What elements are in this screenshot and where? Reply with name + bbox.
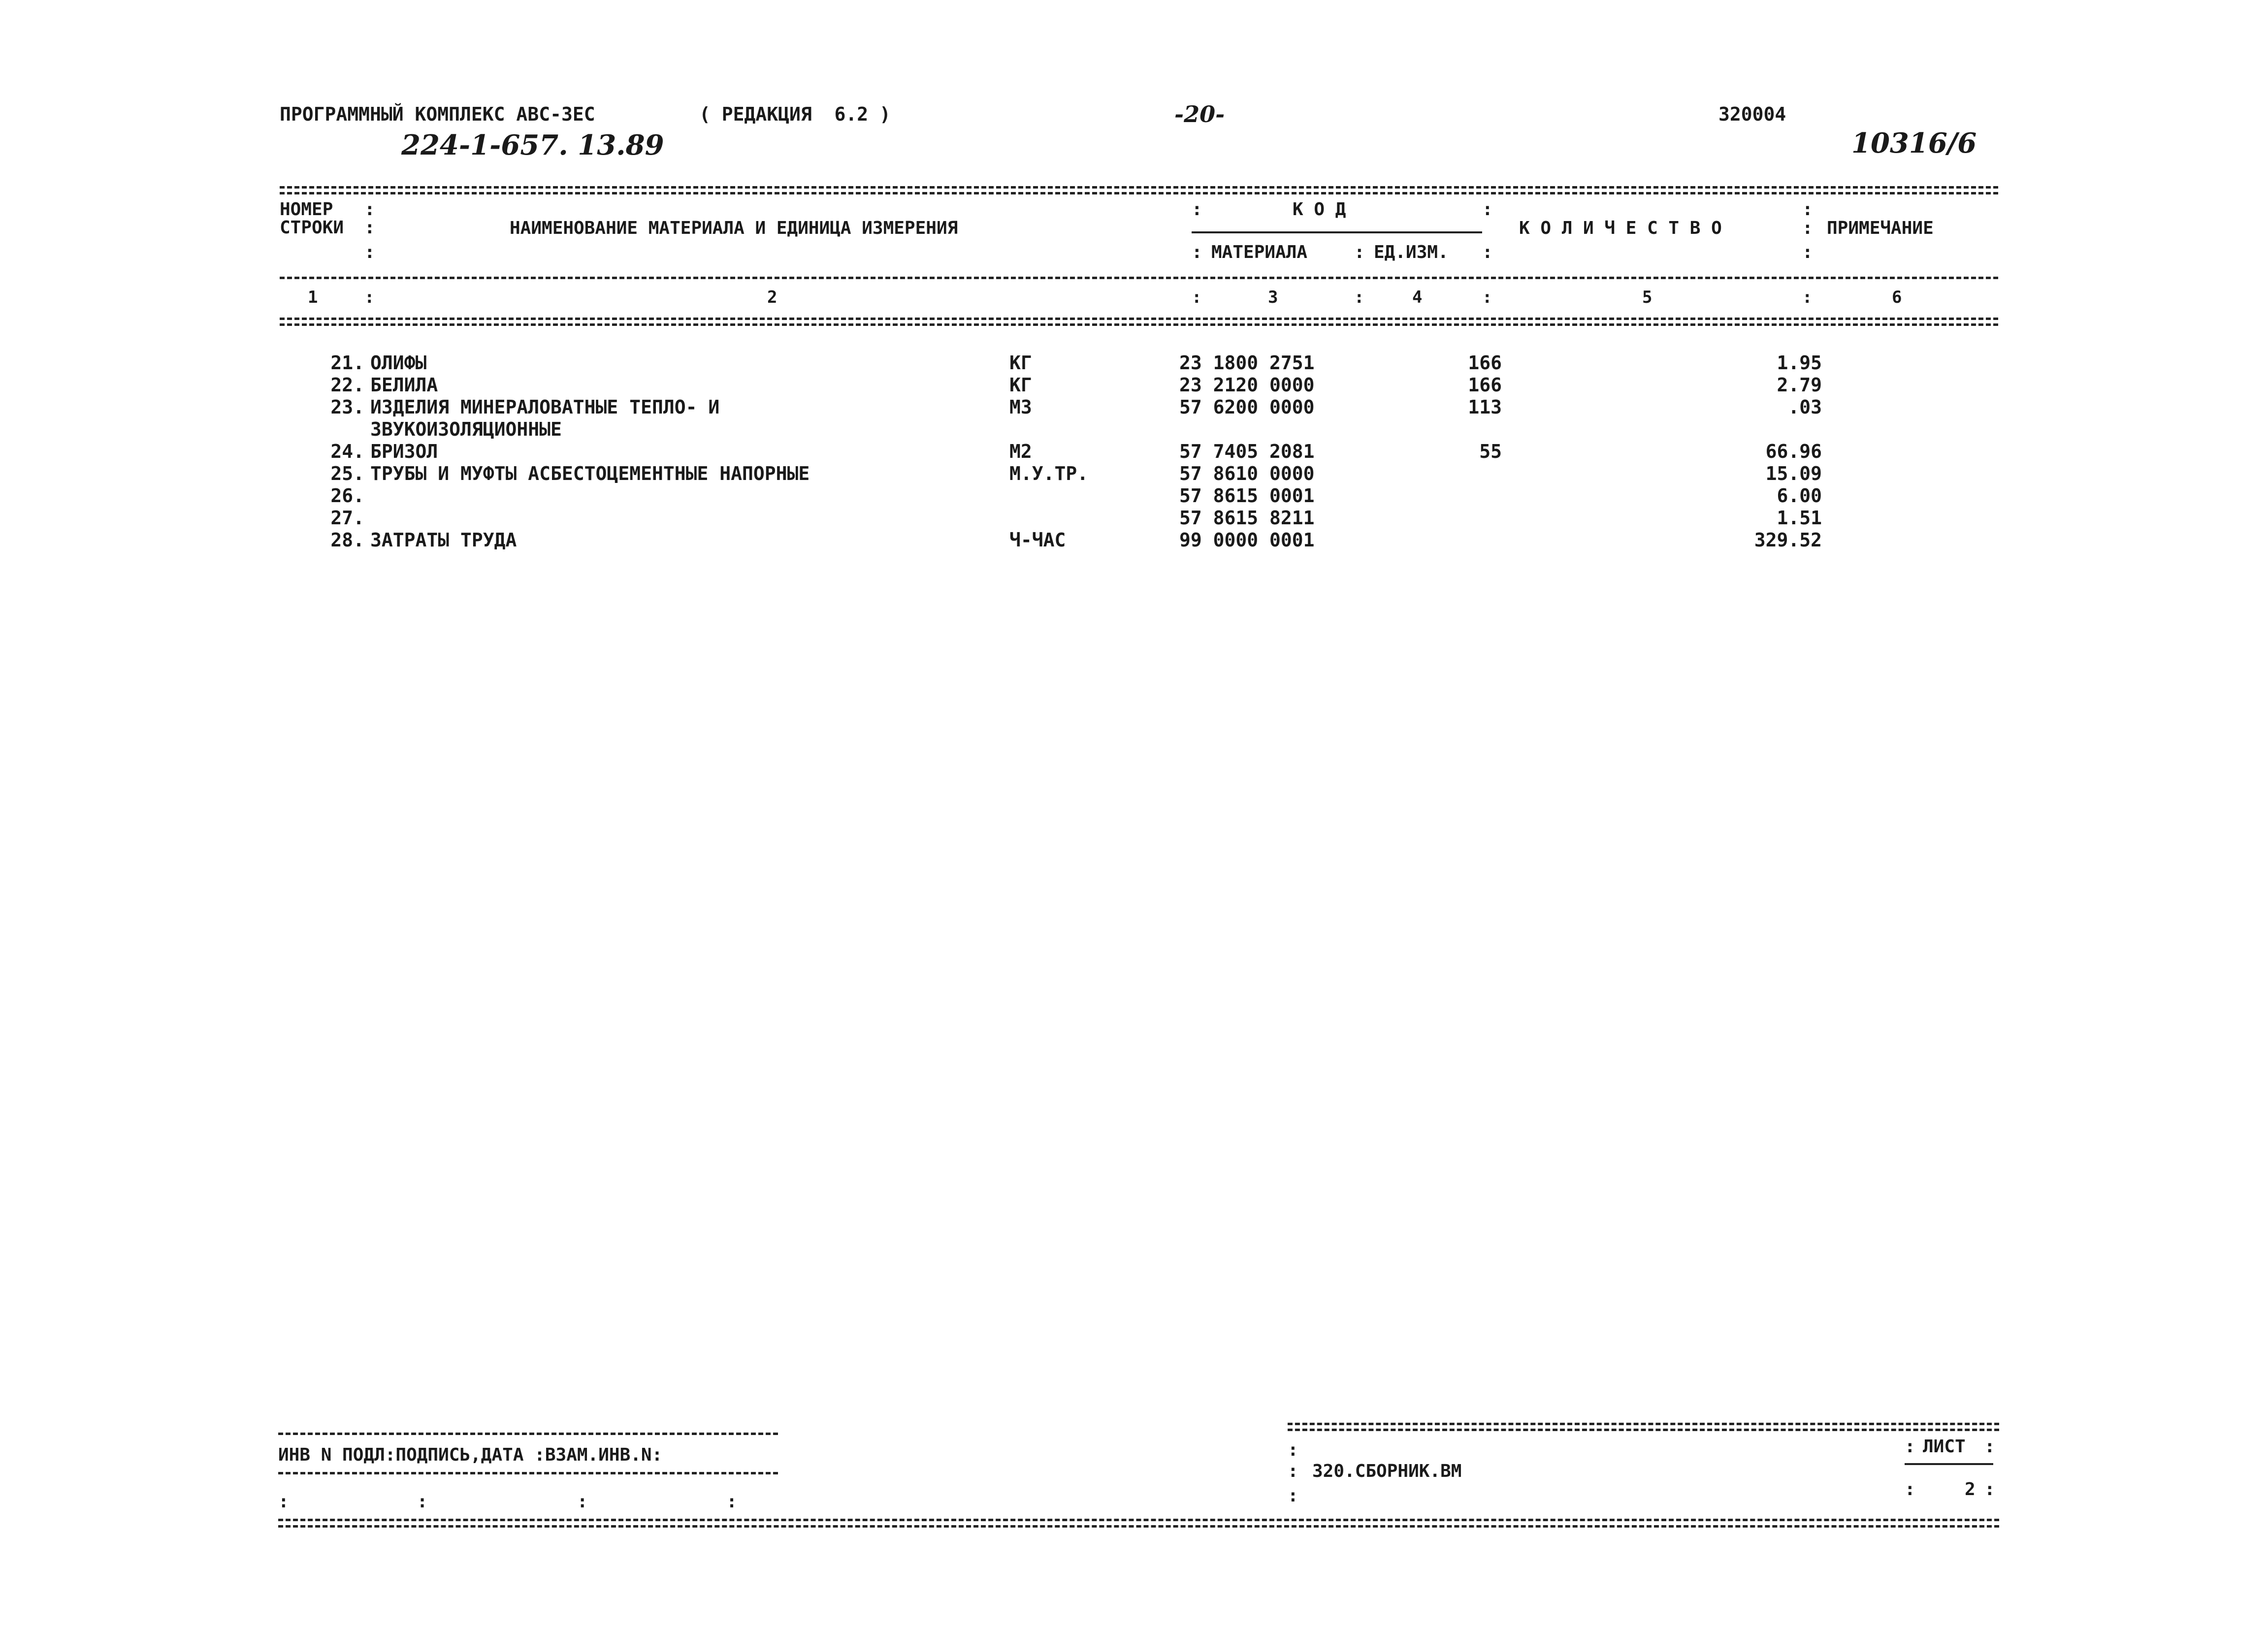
- unit-code: 166: [1468, 352, 1502, 374]
- column-number-1: 1: [308, 287, 318, 307]
- handwritten-reference: 224-1-657. 13.89: [401, 129, 664, 161]
- header-separator: :: [1802, 218, 1813, 238]
- title-block-separator: :: [1288, 1440, 1298, 1460]
- column-numbers-bottom-rule: [280, 318, 1998, 320]
- material-name: ЗВУКОИЗОЛЯЦИОННЫЕ: [370, 418, 562, 440]
- column-separator: :: [364, 287, 375, 307]
- header-code-unit: ЕД.ИЗМ.: [1374, 242, 1449, 262]
- table-row: [281, 418, 1881, 441]
- column-number-5: 5: [1642, 287, 1652, 307]
- document-code: 320004: [1718, 103, 1786, 125]
- table-row: [281, 374, 1881, 397]
- title-block-top-rule-2: [1288, 1429, 1999, 1431]
- sheet-separator: :: [1984, 1436, 1995, 1457]
- quantity-value: 66.96: [1765, 441, 1822, 462]
- title-block-top-rule: [1288, 1423, 1999, 1425]
- row-number: 22.: [330, 374, 364, 396]
- material-name: БРИЗОЛ: [370, 441, 438, 462]
- table-row: [281, 485, 1881, 508]
- row-number: 26.: [330, 485, 364, 507]
- program-title: ПРОГРАММНЫЙ КОМПЛЕКС АВС-3ЕС: [280, 103, 595, 125]
- sheet-separator: :: [1984, 1479, 1995, 1500]
- header-separator: :: [1802, 199, 1813, 220]
- table-row: [281, 441, 1881, 463]
- column-separator: :: [1354, 287, 1364, 307]
- quantity-value: 1.51: [1777, 507, 1822, 529]
- header-separator: :: [1482, 199, 1493, 220]
- header-note: ПРИМЕЧАНИЕ: [1827, 218, 1934, 238]
- header-row-number-line1: НОМЕР: [280, 199, 333, 220]
- header-separator: :: [364, 199, 375, 220]
- stamp-middle-rule: [278, 1472, 778, 1474]
- row-number: 25.: [330, 463, 364, 484]
- header-quantity: К О Л И Ч Е С Т В О: [1519, 218, 1722, 238]
- unit-code: 166: [1468, 374, 1502, 396]
- header-separator: :: [1354, 242, 1365, 262]
- material-code: 57 8615 8211: [1179, 507, 1315, 529]
- footer-bottom-rule: [278, 1519, 1999, 1521]
- material-name: ОЛИФЫ: [370, 352, 427, 374]
- title-block-name: 320.СБОРНИК.ВМ: [1312, 1461, 1462, 1481]
- column-number-2: 2: [767, 287, 778, 307]
- sheet-divider: [1905, 1463, 1993, 1465]
- material-code: 57 8615 0001: [1179, 485, 1315, 507]
- quantity-value: .03: [1788, 396, 1822, 418]
- header-separator: :: [1192, 199, 1202, 220]
- stamp-labels: ИНВ N ПОДЛ:ПОДПИСЬ,ДАТА :ВЗАМ.ИНВ.N:: [278, 1445, 663, 1465]
- stamp-top-rule: [278, 1433, 778, 1435]
- quantity-value: 1.95: [1777, 352, 1822, 374]
- material-code: 57 8610 0000: [1179, 463, 1315, 484]
- column-separator: :: [1482, 287, 1492, 307]
- table-top-rule-2: [280, 192, 1998, 194]
- unit-of-measure: КГ: [1009, 352, 1032, 374]
- unit-of-measure: М.У.ТР.: [1009, 463, 1089, 484]
- column-separator: :: [1802, 287, 1813, 307]
- row-number: 27.: [330, 507, 364, 529]
- material-code: 57 6200 0000: [1179, 396, 1315, 418]
- unit-code: 113: [1468, 396, 1502, 418]
- quantity-value: 329.52: [1754, 529, 1822, 551]
- title-block-separator: :: [1288, 1486, 1298, 1506]
- sheet-label: ЛИСТ: [1923, 1436, 1966, 1457]
- header-separator: :: [1192, 242, 1202, 262]
- header-row-number-line2: СТРОКИ: [280, 218, 344, 238]
- material-name: БЕЛИЛА: [370, 374, 438, 396]
- page-number: -20-: [1174, 101, 1225, 128]
- unit-of-measure: М2: [1009, 441, 1032, 462]
- table-row: [281, 396, 1881, 419]
- header-separator: :: [1482, 242, 1493, 262]
- unit-of-measure: Ч-ЧАС: [1009, 529, 1066, 551]
- row-number: 23.: [330, 396, 364, 418]
- header-separator: :: [364, 218, 375, 238]
- header-bottom-rule: [280, 277, 1998, 279]
- column-separator: :: [1192, 287, 1202, 307]
- sheet-separator: :: [1905, 1436, 1915, 1457]
- table-row: [281, 463, 1881, 485]
- material-name: ЗАТРАТЫ ТРУДА: [370, 529, 517, 551]
- header-code-material: МАТЕРИАЛА: [1211, 242, 1308, 262]
- header-code: К О Д: [1293, 199, 1346, 220]
- material-name: ТРУБЫ И МУФТЫ АСБЕСТОЦЕМЕНТНЫЕ НАПОРНЫЕ: [370, 463, 810, 484]
- quantity-value: 2.79: [1777, 374, 1822, 396]
- material-code: 23 1800 2751: [1179, 352, 1315, 374]
- edition-label: ( РЕДАКЦИЯ 6.2 ): [699, 103, 891, 125]
- row-number: 24.: [330, 441, 364, 462]
- header-code-divider: [1192, 231, 1482, 233]
- column-number-4: 4: [1412, 287, 1423, 307]
- row-number: 28.: [330, 529, 364, 551]
- table-row: [281, 507, 1881, 530]
- unit-of-measure: КГ: [1009, 374, 1032, 396]
- title-block-separator: :: [1288, 1461, 1298, 1481]
- quantity-value: 15.09: [1765, 463, 1822, 484]
- header-separator: :: [1802, 242, 1813, 262]
- material-code: 23 2120 0000: [1179, 374, 1315, 396]
- row-number: 21.: [330, 352, 364, 374]
- unit-of-measure: М3: [1009, 396, 1032, 418]
- header-separator: :: [364, 242, 375, 262]
- handwritten-sheet-number: 10316/6: [1851, 127, 1977, 160]
- unit-code: 55: [1479, 441, 1502, 462]
- table-top-rule: [280, 186, 1998, 189]
- material-code: 57 7405 2081: [1179, 441, 1315, 462]
- material-name: ИЗДЕЛИЯ МИНЕРАЛОВАТНЫЕ ТЕПЛО- И: [370, 396, 720, 418]
- footer-bottom-rule-2: [278, 1525, 1999, 1528]
- quantity-value: 6.00: [1777, 485, 1822, 507]
- header-material-name: НАИМЕНОВАНИЕ МАТЕРИАЛА И ЕДИНИЦА ИЗМЕРЕНИЯ: [510, 218, 958, 238]
- table-row: [281, 529, 1881, 552]
- table-row: [281, 352, 1881, 375]
- column-number-6: 6: [1892, 287, 1902, 307]
- column-numbers-bottom-rule-2: [280, 323, 1998, 326]
- column-number-3: 3: [1268, 287, 1278, 307]
- stamp-separators: : : : :: [278, 1492, 737, 1512]
- material-code: 99 0000 0001: [1179, 529, 1315, 551]
- sheet-separator: :: [1905, 1479, 1915, 1500]
- sheet-number: 2: [1965, 1479, 1976, 1500]
